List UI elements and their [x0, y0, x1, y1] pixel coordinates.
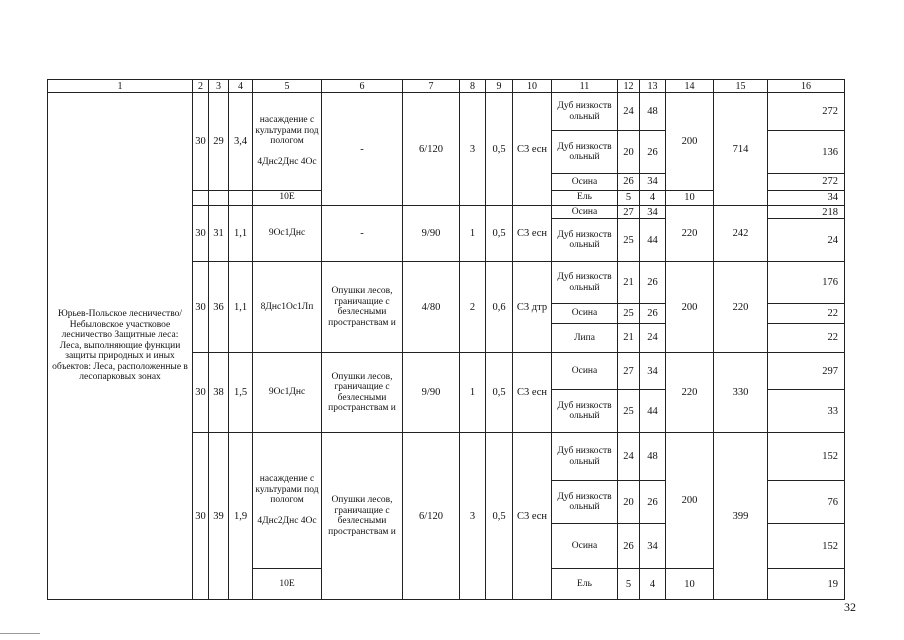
- cell-age: 6/120: [403, 433, 460, 600]
- cell-density: 0,5: [486, 93, 513, 206]
- cell-volume: 33: [768, 390, 845, 433]
- cell-area: 3,4: [229, 93, 253, 190]
- cell-volume: 218: [768, 205, 845, 218]
- cell-volume: 24: [768, 219, 845, 262]
- cell-volume: 76: [768, 481, 845, 524]
- cell-category: Опушки лесов, граничащие с безлесными пространствам и: [322, 433, 403, 600]
- cell-volume: 272: [768, 174, 845, 190]
- cell-height: 5: [618, 569, 640, 600]
- cell-species: Осина: [552, 174, 618, 190]
- cell-area: [229, 190, 253, 205]
- cell-plot: [209, 190, 229, 205]
- cell-composition: 9Ос1Днс: [253, 353, 322, 433]
- cell-age: 6/120: [403, 93, 460, 206]
- cell-category: -: [322, 93, 403, 206]
- col-header: 16: [768, 80, 845, 93]
- cell-diameter: 4: [640, 190, 666, 205]
- col-header: 10: [513, 80, 552, 93]
- cell-class: 3: [460, 433, 486, 600]
- district-cell: Юрьев-Польское лесничество/ Небыловское участковое лесничество Защитные леса: Леса, выполняющие функции защиты природных и иных объектов: Леса, расположенные в лесопарковых зонах: [48, 93, 193, 600]
- cell-height: 5: [618, 190, 640, 205]
- cell-volume: 136: [768, 131, 845, 174]
- cell-species: Осина: [552, 524, 618, 569]
- cell-age: 9/90: [403, 205, 460, 261]
- cell-height: 24: [618, 93, 640, 131]
- col-header: 5: [253, 80, 322, 93]
- cell-height: 24: [618, 433, 640, 481]
- cell-volume: 297: [768, 353, 845, 390]
- cell-diameter: 44: [640, 219, 666, 262]
- cell-class: 3: [460, 93, 486, 206]
- cell-class: 2: [460, 262, 486, 353]
- cell-age: 9/90: [403, 353, 460, 433]
- col-header: 2: [193, 80, 209, 93]
- table-row: [48, 93, 845, 131]
- cell-plot: 36: [209, 262, 229, 353]
- cell-height: 26: [618, 174, 640, 190]
- cell-height: 20: [618, 131, 640, 174]
- col-header: 12: [618, 80, 640, 93]
- cell-diameter: 48: [640, 433, 666, 481]
- cell-type: С3 есн: [513, 93, 552, 206]
- cell-total: 242: [714, 205, 768, 261]
- cell-area: 1,1: [229, 262, 253, 353]
- cell-height: 20: [618, 481, 640, 524]
- cell-diameter: 26: [640, 262, 666, 304]
- cell-quarter: 30: [193, 93, 209, 190]
- cell-diameter: 26: [640, 131, 666, 174]
- cell-area: 1,9: [229, 433, 253, 600]
- cell-composition: 10Е: [253, 190, 322, 205]
- cell-diameter: 34: [640, 205, 666, 218]
- cell-stock: 220: [666, 205, 714, 261]
- cell-species: Дуб низкоств ольный: [552, 433, 618, 481]
- cell-species: Дуб низкоств ольный: [552, 390, 618, 433]
- cell-height: 25: [618, 219, 640, 262]
- cell-quarter: 30: [193, 353, 209, 433]
- cell-plot: 39: [209, 433, 229, 600]
- col-header: 14: [666, 80, 714, 93]
- cell-diameter: 34: [640, 353, 666, 390]
- cell-volume: 152: [768, 524, 845, 569]
- col-header: 7: [403, 80, 460, 93]
- cell-density: 0,5: [486, 353, 513, 433]
- cell-quarter: 30: [193, 433, 209, 600]
- cell-species: Осина: [552, 353, 618, 390]
- cell-stock: 200: [666, 93, 714, 190]
- cell-type: С3 есн: [513, 433, 552, 600]
- cell-plot: 29: [209, 93, 229, 190]
- col-header: 8: [460, 80, 486, 93]
- cell-composition: насаждение с культурами под пологом 4Днс2Днс 4Ос: [253, 93, 322, 190]
- cell-diameter: 48: [640, 93, 666, 131]
- cell-type: С3 дтр: [513, 262, 552, 353]
- cell-species: Дуб низкоств ольный: [552, 131, 618, 174]
- cell-total: 330: [714, 353, 768, 433]
- cell-height: 25: [618, 390, 640, 433]
- cell-total: 714: [714, 93, 768, 206]
- cell-type: С3 есн: [513, 353, 552, 433]
- header-row: [48, 80, 845, 93]
- col-header: 4: [229, 80, 253, 93]
- cell-volume: 19: [768, 569, 845, 600]
- cell-stock: 10: [666, 569, 714, 600]
- col-header: 11: [552, 80, 618, 93]
- cell-quarter: 30: [193, 205, 209, 261]
- cell-category: Опушки лесов, граничащие с безлесными пространствам и: [322, 353, 403, 433]
- cell-height: 27: [618, 205, 640, 218]
- forest-table: [47, 79, 845, 600]
- cell-diameter: 26: [640, 304, 666, 323]
- cell-diameter: 34: [640, 524, 666, 569]
- cell-stock: 10: [666, 190, 714, 205]
- cell-diameter: 34: [640, 174, 666, 190]
- cell-species: Дуб низкоств ольный: [552, 93, 618, 131]
- cell-species: Осина: [552, 205, 618, 218]
- cell-volume: 22: [768, 323, 845, 353]
- cell-stock: 200: [666, 262, 714, 353]
- cell-plot: 38: [209, 353, 229, 433]
- cell-quarter: 30: [193, 262, 209, 353]
- cell-category: -: [322, 205, 403, 261]
- cell-volume: 272: [768, 93, 845, 131]
- cell-volume: 22: [768, 304, 845, 323]
- col-header: 3: [209, 80, 229, 93]
- cell-species: Липа: [552, 323, 618, 353]
- cell-volume: 176: [768, 262, 845, 304]
- cell-category: Опушки лесов, граничащие с безлесными пространствам и: [322, 262, 403, 353]
- cell-volume: 34: [768, 190, 845, 205]
- cell-height: 25: [618, 304, 640, 323]
- cell-composition: 10Е: [253, 569, 322, 600]
- cell-quarter: [193, 190, 209, 205]
- cell-species: Осина: [552, 304, 618, 323]
- cell-total: 220: [714, 262, 768, 353]
- cell-height: 27: [618, 353, 640, 390]
- col-header: 15: [714, 80, 768, 93]
- cell-age: 4/80: [403, 262, 460, 353]
- cell-plot: 31: [209, 205, 229, 261]
- col-header: 1: [48, 80, 193, 93]
- cell-stock: 200: [666, 433, 714, 569]
- cell-diameter: 44: [640, 390, 666, 433]
- cell-class: 1: [460, 205, 486, 261]
- cell-density: 0,5: [486, 433, 513, 600]
- cell-volume: 152: [768, 433, 845, 481]
- scan-edge-line: [0, 633, 40, 634]
- cell-species: Дуб низкоств ольный: [552, 262, 618, 304]
- cell-class: 1: [460, 353, 486, 433]
- cell-type: С3 есн: [513, 205, 552, 261]
- cell-area: 1,1: [229, 205, 253, 261]
- page-number: 32: [844, 600, 856, 614]
- cell-composition: насаждение с культурами под пологом 4Днс2Днс 4Ос: [253, 433, 322, 569]
- cell-density: 0,6: [486, 262, 513, 353]
- cell-area: 1,5: [229, 353, 253, 433]
- cell-stock: 220: [666, 353, 714, 433]
- col-header: 9: [486, 80, 513, 93]
- cell-height: 21: [618, 323, 640, 353]
- cell-species: Дуб низкоств ольный: [552, 481, 618, 524]
- cell-diameter: 24: [640, 323, 666, 353]
- cell-height: 26: [618, 524, 640, 569]
- cell-height: 21: [618, 262, 640, 304]
- cell-composition: 9Ос1Днс: [253, 205, 322, 261]
- cell-species: Ель: [552, 190, 618, 205]
- cell-composition: 8Днс1Ос1Лп: [253, 262, 322, 353]
- cell-diameter: 26: [640, 481, 666, 524]
- cell-density: 0,5: [486, 205, 513, 261]
- cell-diameter: 4: [640, 569, 666, 600]
- col-header: 13: [640, 80, 666, 93]
- cell-total: 399: [714, 433, 768, 600]
- cell-species: Ель: [552, 569, 618, 600]
- col-header: 6: [322, 80, 403, 93]
- cell-species: Дуб низкоств ольный: [552, 219, 618, 262]
